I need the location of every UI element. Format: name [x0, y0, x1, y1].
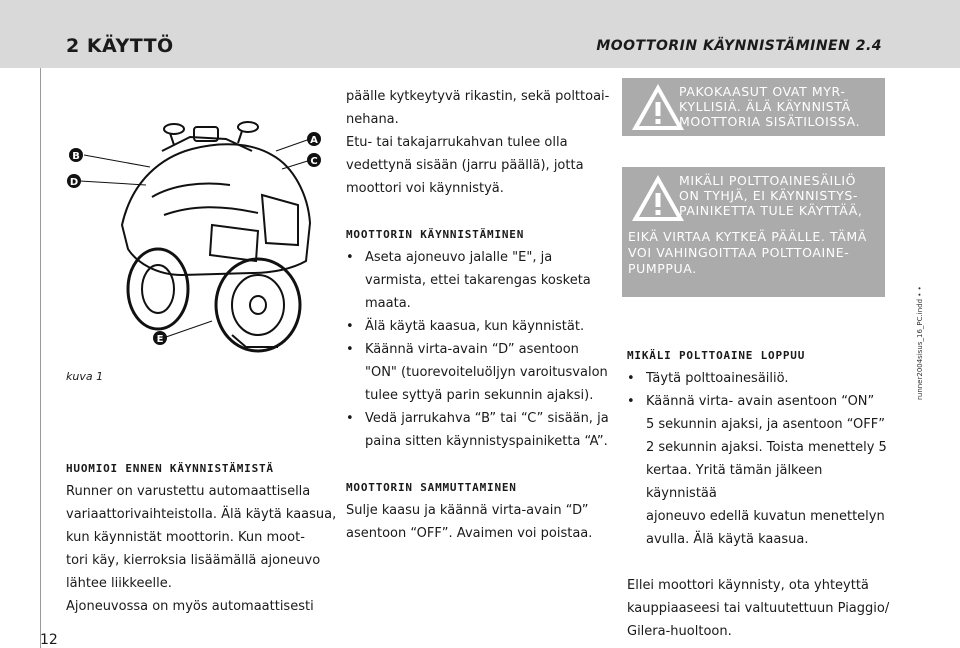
fuel-steps — [627, 367, 892, 551]
text-line: Sulje kaasu ja käännä virta-avain “D” — [346, 503, 589, 518]
item-line: tulee syttyä parin sekunnin ajaksi). — [365, 388, 594, 403]
warning-text-full-width: EIKÄ VIRTAA KYTKEÄ PÄÄLLE. TÄMÄ VOI VAHINGOITTAA POLTTOAINE- PUMPPUA. — [628, 229, 867, 276]
list-item — [627, 367, 892, 390]
label-e: E — [156, 334, 164, 345]
text-line: Runner on varustettu automaattisella — [66, 484, 311, 499]
list-item — [346, 315, 611, 338]
spacer — [346, 200, 611, 223]
chapter-title: 2 KÄYTTÖ — [66, 35, 174, 57]
text-line: lähtee liikkeelle. — [66, 576, 172, 591]
warning-box-exhaust — [622, 78, 885, 136]
item-line: • Käännä virta-avain “D” asentoon — [365, 342, 579, 357]
page-number: 12 — [40, 632, 58, 648]
item-line: ajoneuvo edellä kuvatun menettelyn — [646, 509, 885, 524]
item-line: kertaa. Yritä tämän jälkeen käynnistää — [646, 463, 823, 501]
heading-before-start: HUOMIOI ENNEN KÄYNNISTÄMISTÄ — [66, 462, 274, 475]
text-line: moottori voi käynnistyä. — [346, 181, 504, 196]
margin-rule — [40, 68, 41, 648]
text-line: Ajoneuvossa on myös automaattisesti — [66, 599, 314, 614]
text-line: Gilera-huoltoon. — [627, 624, 732, 639]
spacer — [627, 551, 892, 574]
text-line: Ellei moottori käynnisty, ota yhteyttä — [627, 578, 869, 593]
heading-out-of-fuel: MIKÄLI POLTTOAINE LOPPUU — [627, 349, 806, 362]
text-line: vedettynä sisään (jarru päällä), jotta — [346, 158, 584, 173]
list-item — [346, 246, 611, 315]
warning-text: MIKÄLI POLTTOAINESÄILIÖ ON TYHJÄ, EI KÄYNNISTYS- PAINIKETTA TULE KÄYTTÄÄ, — [679, 173, 863, 218]
item-line: • Käännä virta- avain asentoon “ON” — [646, 394, 875, 409]
item-line: 5 sekunnin ajaksi, ja asentoon “OFF” — [646, 417, 885, 432]
scooter-illustration — [62, 85, 332, 360]
start-steps — [346, 246, 611, 453]
label-c: C — [310, 156, 318, 167]
text-line: nehana. — [346, 112, 399, 127]
item-line: 2 sekunnin ajaksi. Toista menettely 5 — [646, 440, 887, 455]
middle-column — [346, 85, 611, 545]
list-item — [346, 407, 611, 453]
item-line: • Aseta ajoneuvo jalalle "E", ja — [365, 250, 553, 265]
right-column — [627, 344, 892, 643]
item-line: avulla. Älä käytä kaasua. — [646, 532, 809, 547]
text-line: päälle kytkeytyvä rikastin, sekä polttoai- — [346, 89, 610, 104]
item-line: • Älä käytä kaasua, kun käynnistät. — [365, 319, 585, 334]
item-line: "ON" (tuorevoiteluöljyn varoitusvalon — [365, 365, 608, 380]
heading-starting: MOOTTORIN KÄYNNISTÄMINEN — [346, 228, 525, 241]
figure-caption: kuva 1 — [66, 370, 104, 383]
spacer — [346, 453, 611, 476]
warning-text: PAKOKAASUT OVAT MYR- KYLLISIÄ. ÄLÄ KÄYNNISTÄ MOOTTORIA SISÄTILOISSA. — [679, 84, 861, 129]
left-column — [66, 457, 341, 618]
text-line: Etu- tai takajarrukahvan tulee olla — [346, 135, 568, 150]
item-line: maata. — [365, 296, 411, 311]
text-line: kauppiaaseesi tai valtuutettuun Piaggio/ — [627, 601, 890, 616]
list-item — [346, 338, 611, 407]
item-line: • Vedä jarrukahva “B” tai “C” sisään, ja — [365, 411, 609, 426]
text-line: tori käy, kierroksia lisäämällä ajoneuvo — [66, 553, 321, 568]
list-item — [627, 390, 892, 551]
text-line: variaattorivaihteistolla. Älä käytä kaasua, — [66, 507, 337, 522]
text-line: asentoon “OFF”. Avaimen voi poistaa. — [346, 526, 593, 541]
label-b: B — [72, 151, 80, 162]
text-line: kun käynnistät moottorin. Kun moot- — [66, 530, 305, 545]
page-header — [0, 0, 960, 68]
item-line: varmista, ettei takarengas kosketa — [365, 273, 591, 288]
label-a: A — [310, 135, 318, 146]
item-line: • Täytä polttoainesäiliö. — [646, 371, 789, 386]
label-d: D — [69, 177, 79, 188]
heading-stopping: MOOTTORIN SAMMUTTAMINEN — [346, 481, 517, 494]
print-slug: runner2004sisus_16_PC.indd • • — [916, 286, 924, 400]
item-line: paina sitten käynnistyspainiketta “A”. — [365, 434, 608, 449]
warning-box-fuel — [622, 167, 885, 297]
section-title: MOOTTORIN KÄYNNISTÄMINEN 2.4 — [596, 38, 882, 54]
